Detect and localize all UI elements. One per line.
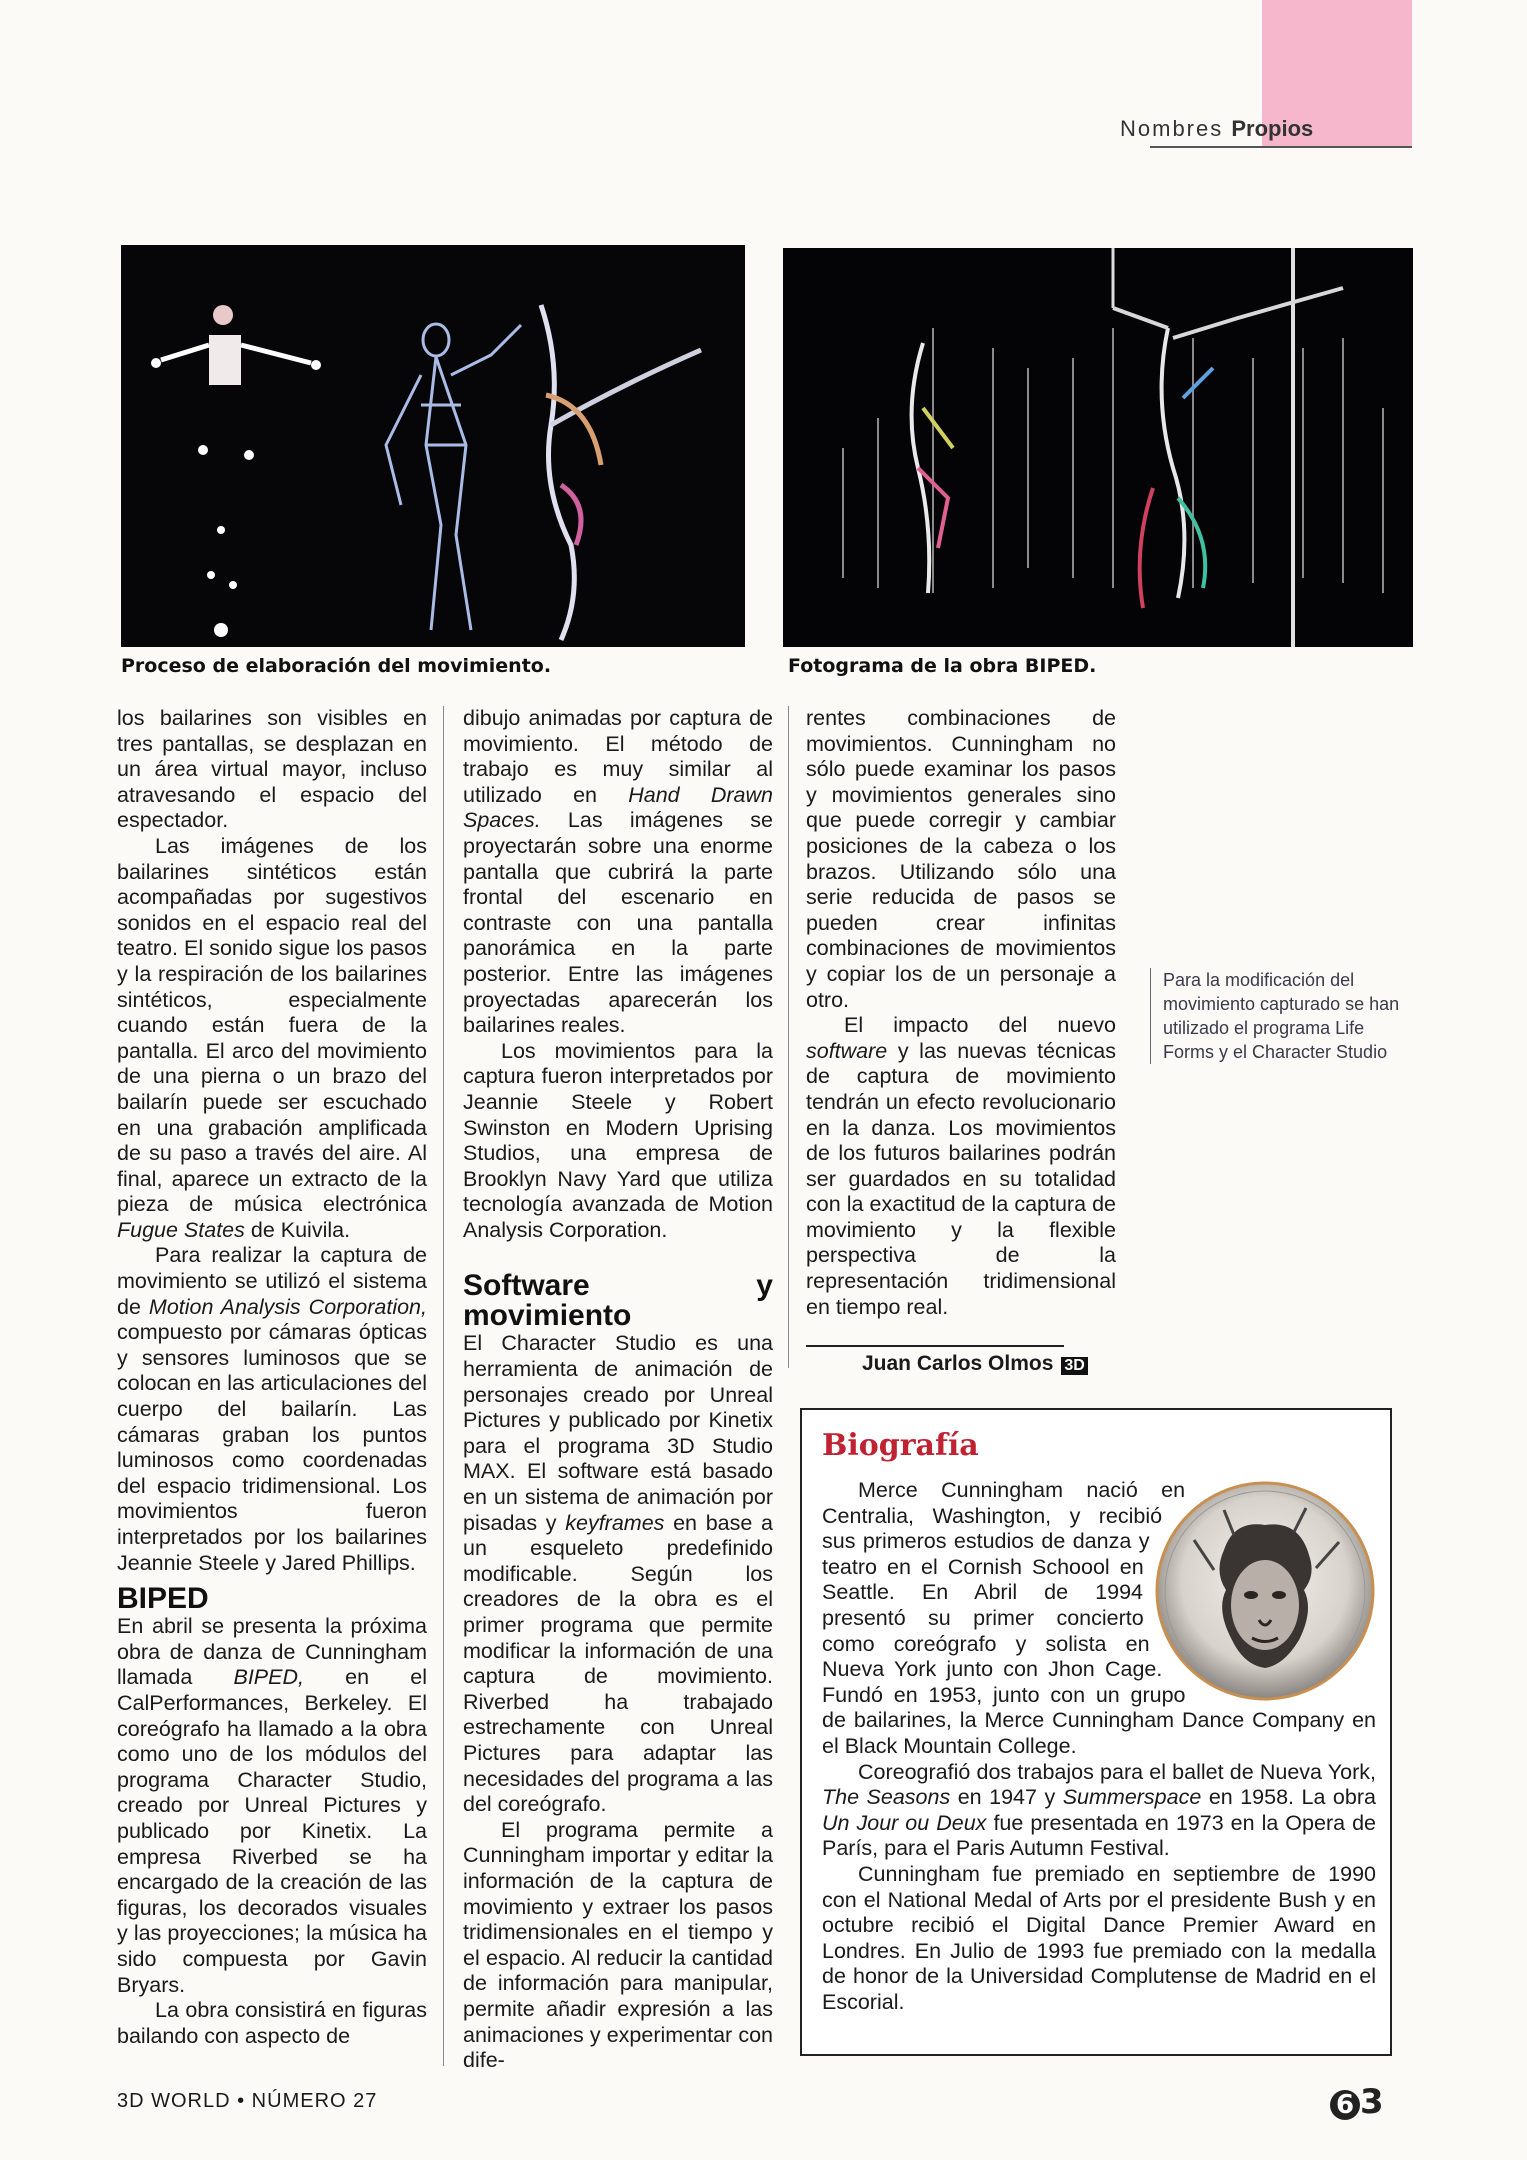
column2-paragraph-4: El programa permite a Cunningham importar y editar la información de la captura de movimiento y extraer los pasos tridimensionales en el tiempo y el espacio. Al reducir la cantidad de información para manipular, permite añadir expresión a las animaciones y experimentar con dife- [463,1817,773,2073]
section-label [1120,116,1410,142]
portrait-merce-cunningham [1154,1480,1376,1702]
bio-paragraph-1: Merce Cunningham nació en Centralia, Washington, y recibió sus primeros estudios de danza y teatro en el Cornish Schoool en Seattle. En Abril de 1994 presentó su primer concierto como coreógrafo y solista en Nueva York junto con Jhon Cage. Fundó en 1953, junto con un grupo de bailarines, la Merce Cunningham Dance Company en el Black Mountain College. [822,1478,1376,1758]
biography-box [800,1408,1392,2056]
column1-paragraph-5: La obra consistirá en figuras bailando con aspecto de [117,1998,427,2048]
column3-paragraph-2: El impacto del nuevo software y las nuevas técnicas de captura de movimiento tendrán un efecto revolucionario en la danza. Los movimientos de los futuros bailarines podrán ser guardados en su totalidad con la exactitud de la captura de movimiento y la flexible perspectiva de la representación tridimensional en tiempo real. [806,1013,1116,1319]
side-note: Para la modificación del movimiento capturado se han utilizado el programa Life Forms y el Character Studio [1150,968,1413,1064]
section-label-bold: Propios [1231,116,1314,141]
column3-paragraph-1: rentes combinaciones de movimientos. Cunningham no sólo puede examinar los pasos y movimientos generales sino que puede corregir y cambiar posiciones de la cabeza o los brazos. Utilizando sólo una serie reducida de pasos se pueden crear infinitas combinaciones de movimientos y copiar los de un personaje a otro. [806,706,1116,1012]
column1-paragraph-4: En abril se presenta la próxima obra de danza de Cunningham llamada BIPED, en el CalPerformances, Berkeley. El coreógrafo ha llamado a la obra como uno de los módulos del programa Character Studio, creado por Unreal Pictures y publicado por Kinetix. La empresa Riverbed se ha encargado de la creación de las figuras, los decorados visuales y las proyecciones; la música ha sido compuesta por Gavin Bryars. [117,1614,427,1997]
photo-biped-still [783,248,1413,647]
column1-paragraph-3: Para realizar la captura de movimiento se utilizó el sistema de Motion Analysis Corporation, compuesto por cámaras ópticas y sensores luminosos que se colocan en las articulaciones del cuerpo del bailarín. Las cámaras graban los puntos luminosos como coordenadas del espacio tridimensional. Los movimientos fueron interpretados por los bailarines Jeannie Steele y Jared Phillips. [117,1243,427,1575]
section-label-light: Nombres [1120,116,1224,141]
column2-paragraph-3: El Character Studio es una herramienta de animación de personajes creado por Unreal Pictures y publicado por Kinetix para el programa 3D Studio MAX. El software está basado en un sistema de animación por pisadas y keyframes en base a un esqueleto predefinido modificable. Según los creadores de la obra es el primer programa que permite modificar la información de una captura de movimiento. Riverbed ha trabajado estrechamente con Unreal Pictures para adaptar las necesidades del programa a las del coreógrafo. [463,1331,773,1817]
column-divider-1 [443,706,444,2066]
column2-paragraph-2: Los movimientos para la captura fueron interpretados por Jeannie Steele y Robert Swinston en Modern Uprising Studios, una empresa de Brooklyn Navy Yard que utiliza tecnología avanzada de Motion Analysis Corporation. [463,1038,773,1242]
article-column-2 [463,706,773,2074]
page-number-icon: 6 [1330,2090,1360,2120]
photo-caption-right: Fotograma de la obra BIPED. [788,655,1097,677]
page-number-rest: 3 [1360,2082,1384,2122]
end-badge: 3D [1061,1357,1087,1375]
heading-biped: BIPED [117,1582,209,1616]
photo-biped-still-art [783,248,1413,647]
column-divider-2 [788,706,789,1368]
bio-paragraph-3: Cunningham fue premiado en septiembre de 1990 con el National Medal of Arts por el presidente Bush y en octubre recibió el Digital Dance Premier Award en Londres. En Julio de 1993 fue premiado con la medalla de honor de la Universidad Complutense de Madrid en el Escorial. [822,1861,1376,2014]
biography-text [822,1478,1376,2015]
column1-paragraph-2: Las imágenes de los bailarines sintéticos están acompañadas por sugestivos sonidos en el espacio real del teatro. El sonido sigue los pasos y la respiración de los bailarines sintéticos, especialmente cuando están fuera de la pantalla. El arco del movimiento de una pierna o un brazo del bailarín puede ser escuchado en una grabación amplificada de su paso a través del aire. Al final, aparece un extracto de la pieza de música electrónica Fugue States de Kuivila. [117,833,427,1242]
bio-paragraph-2: Coreografió dos trabajos para el ballet de Nueva York, The Seasons en 1947 y Summerspace en 1958. La obra Un Jour ou Deux fue presentada en 1973 en la Opera de París, para el Paris Autumn Festival. [822,1759,1376,1861]
footer-magazine-issue: 3D WORLD • NÚMERO 27 [117,2090,378,2112]
page-number [1330,2082,1384,2122]
column2-paragraph-1: dibujo animadas por captura de movimiento. El método de trabajo es muy similar al utilizado en Hand Drawn Spaces. Las imágenes se proyectarán sobre una enorme pantalla que cubrirá la parte frontal del escenario en contraste con una pantalla panorámica en la parte posterior. Entre las imágenes proyectadas aparecerán los bailarines reales. [463,706,773,1038]
photo-motion-process [121,245,745,647]
author-signature: Juan Carlos Olmos 3D [862,1352,1088,1376]
column1-paragraph-1: los bailarines son visibles en tres pantallas, se desplazan en un área virtual mayor, incluso atravesando el espacio del espectador. [117,706,427,833]
photo-caption-left: Proceso de elaboración del movimiento. [121,655,552,677]
photo-motion-process-art [121,245,745,647]
biography-title: Biografía [822,1428,979,1463]
article-column-3 [806,706,1116,1320]
signature-rule [806,1345,1064,1347]
article-column-1 [117,706,427,2049]
heading-software: Software y movimiento [463,1269,773,1333]
section-rule [1150,146,1412,148]
